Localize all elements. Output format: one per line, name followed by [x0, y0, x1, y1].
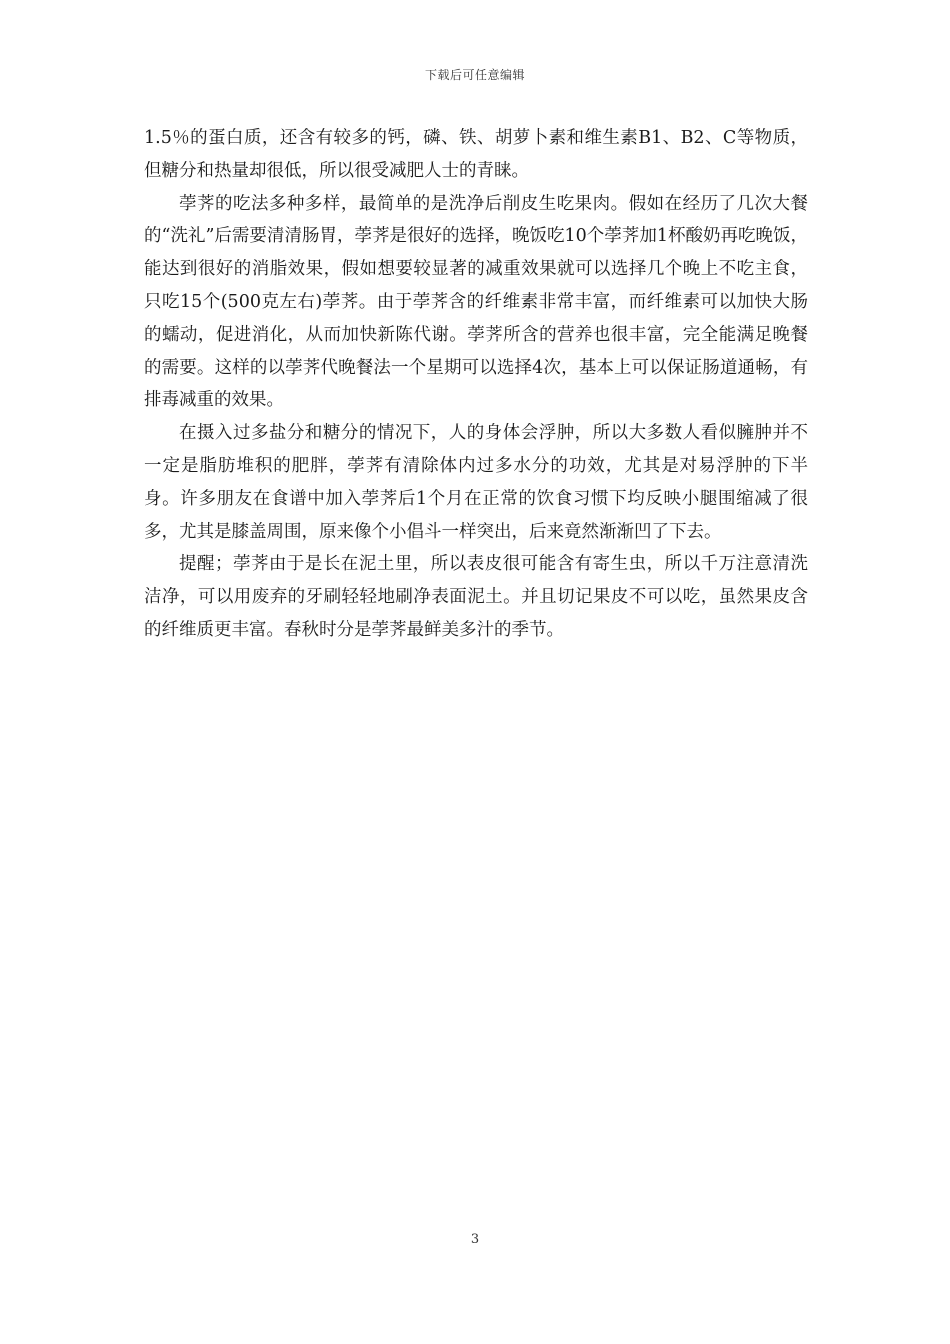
page-number: 3 — [470, 1232, 480, 1247]
body-text — [144, 122, 808, 647]
paragraph-1: 1.5％的蛋白质，还含有较多的钙，磷、铁、胡萝卜素和维生素B1、B2、C等物质，但糖分和热量却很低，所以很受减肥人士的青睐。 — [144, 128, 808, 181]
paragraph-4: 提醒；荸荠由于是长在泥土里，所以表皮很可能含有寄生虫，所以千万注意清洗洁净，可以用废弃的牙刷轻轻地刷净表面泥土。并且切记果皮不可以吃，虽然果皮含的纤维质更丰富。春秋时分是荸荠最鲜美多汁的季节。 — [144, 554, 808, 640]
page-header: 下载后可任意编辑 — [424, 68, 525, 82]
paragraph-3: 在摄入过多盐分和糖分的情况下，人的身体会浮肿，所以大多数人看似臃肿并不一定是脂肪堆积的肥胖，荸荠有清除体内过多水分的功效，尤其是对易浮肿的下半身。许多朋友在食谱中加入荸荠后1个月在正常的饮食习惯下均反映小腿围缩减了很多，尤其是膝盖周围，原来像个小倡斗一样突出，后来竟然渐渐凹了下去。 — [144, 423, 808, 542]
paragraph-2: 荸荠的吃法多种多样，最简单的是洗净后削皮生吃果肉。假如在经历了几次大餐的“洗礼”后需要清清肠胃，荸荠是很好的选择，晚饭吃10个荸荠加1杯酸奶再吃晚饭，能达到很好的消脂效果，假如想要较显著的减重效果就可以选择几个晚上不吃主食，只吃15个(500克左右)荸荠。由于荸荠含的纤维素非常丰富，而纤维素可以加快大肠的蠕动，促进消化，从而加快新陈代谢。荸荠所含的营养也很丰富，完全能满足晚餐的需要。这样的以荸荠代晚餐法一个星期可以选择4次，基本上可以保证肠道通畅，有排毒减重的效果。 — [144, 193, 808, 411]
